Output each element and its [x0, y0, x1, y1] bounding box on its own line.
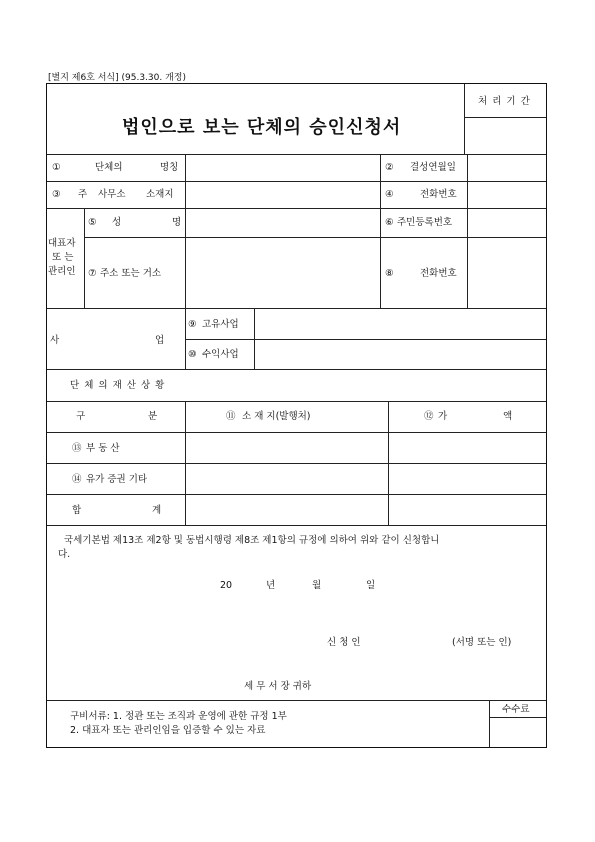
attachments-line-2: 2. 대표자 또는 관리인임을 입증할 수 있는 자료	[70, 725, 266, 736]
org-name-label: 단체의	[95, 162, 123, 173]
form-title: 법인으로 보는 단체의 승인신청서	[122, 117, 402, 138]
real-estate-label: 부 동 산	[86, 443, 120, 454]
row-line	[47, 308, 546, 309]
title-divider	[464, 84, 465, 154]
profit-business-label: 수익사업	[202, 349, 239, 360]
org-name-field[interactable]	[187, 156, 378, 180]
applicant-label: 신 청 인	[327, 637, 361, 648]
phone-label: 전화번호	[420, 189, 457, 200]
main-office-label-2: 사무소	[98, 189, 126, 200]
securities-value-field[interactable]	[390, 465, 545, 493]
applicant-name-field[interactable]	[380, 632, 448, 652]
row-line	[47, 525, 546, 526]
rep-group-label: 대표자	[48, 238, 76, 249]
fee-col-line	[489, 700, 490, 747]
date-day-unit: 일	[366, 580, 376, 591]
securities-location-field[interactable]	[187, 465, 386, 493]
profit-business-field[interactable]	[256, 341, 545, 368]
field-number: ⑫	[424, 411, 434, 422]
declaration-text: 국세기본법 제13조 제2항 및 동법시행령 제8조 제1항의 규정에 의하여 위와 같이 신청합니	[64, 535, 440, 546]
field-number: ②	[385, 162, 394, 173]
field-number: ⑩	[188, 349, 197, 360]
property-section-title: 단 체 의 재 산 상 황	[70, 380, 166, 391]
row-line	[84, 237, 546, 238]
col-value-header: 가	[438, 411, 448, 422]
total-label: 합	[72, 505, 82, 516]
field-number: ⑨	[188, 319, 197, 330]
main-office-field[interactable]	[187, 183, 378, 207]
field-number: ⑥	[385, 217, 394, 228]
real-estate-value-field[interactable]	[390, 434, 545, 462]
address-label: 주소 또는 거소	[100, 268, 162, 279]
row-line	[47, 369, 546, 370]
business-label: 사	[50, 335, 60, 346]
date-month-unit: 월	[312, 580, 322, 591]
right-col-line	[467, 154, 468, 308]
main-office-label-3: 소재지	[146, 189, 174, 200]
row-line	[47, 463, 546, 464]
fee-field[interactable]	[491, 719, 545, 745]
field-number: ⑭	[72, 474, 82, 485]
col-type-header: 구	[76, 411, 86, 422]
resident-number-field[interactable]	[469, 210, 545, 236]
signature-note: (서명 또는 인)	[452, 637, 512, 648]
row-line	[47, 494, 546, 495]
date-year: 20	[220, 580, 233, 591]
core-business-field[interactable]	[256, 310, 545, 338]
real-estate-location-field[interactable]	[187, 434, 386, 462]
name-label: 성	[112, 217, 122, 228]
securities-label: 유가 증권 기타	[86, 474, 148, 485]
fee-divider	[489, 717, 546, 718]
rep-group-label: 관리인	[48, 266, 76, 277]
declaration-text-2: 다.	[58, 549, 71, 560]
col-type-header-2: 분	[148, 411, 158, 422]
resident-number-label: 주민등록번호	[397, 217, 453, 228]
rep-group-label: 또 는	[52, 252, 74, 263]
processing-period-label: 처 리 기 간	[478, 96, 531, 107]
col-location-header: 소 재 지(발행처)	[242, 411, 311, 422]
total-location-field[interactable]	[187, 496, 386, 524]
row-line	[47, 208, 546, 209]
field-number: ⑬	[72, 443, 82, 454]
row-line	[47, 181, 546, 182]
recipient-label: 세 무 서 장 귀하	[244, 681, 312, 692]
field-number: ⑦	[88, 268, 97, 279]
processing-period-divider	[464, 117, 546, 118]
mid-col-line	[380, 154, 381, 308]
row-line	[47, 154, 546, 155]
rep-phone-field[interactable]	[469, 239, 545, 306]
rep-group-line	[84, 208, 85, 308]
formation-date-field[interactable]	[469, 156, 545, 180]
total-label-2: 계	[152, 505, 162, 516]
field-number: ⑤	[88, 217, 97, 228]
field-number: ④	[385, 189, 394, 200]
business-label-2: 업	[155, 335, 165, 346]
row-line	[185, 339, 546, 340]
field-number: ⑪	[226, 411, 236, 422]
label-col-line	[185, 154, 186, 308]
form-reference-note: [별지 제6호 서식] (95.3.30. 개정)	[48, 73, 186, 83]
date-year-unit: 년	[266, 580, 276, 591]
field-number: ③	[52, 189, 61, 200]
fee-label: 수수료	[502, 704, 530, 715]
attachments-line-1: 구비서류: 1. 정관 또는 조직과 운영에 관한 규정 1부	[70, 711, 287, 722]
rep-name-field[interactable]	[187, 210, 378, 236]
core-business-label: 고유사업	[202, 319, 239, 330]
row-line	[47, 700, 546, 701]
rep-address-field[interactable]	[187, 239, 378, 306]
name-label-2: 명	[172, 217, 182, 228]
total-value-field[interactable]	[390, 496, 545, 524]
field-number: ⑧	[385, 268, 394, 279]
col-value-header-2: 액	[503, 411, 513, 422]
main-office-label: 주	[78, 189, 88, 200]
row-line	[47, 401, 546, 402]
rep-phone-label: 전화번호	[420, 268, 457, 279]
org-name-label-2: 명칭	[160, 162, 179, 173]
formation-date-label: 결성연월일	[410, 162, 456, 173]
field-number: ①	[52, 162, 61, 173]
phone-field[interactable]	[469, 183, 545, 207]
row-line	[47, 432, 546, 433]
